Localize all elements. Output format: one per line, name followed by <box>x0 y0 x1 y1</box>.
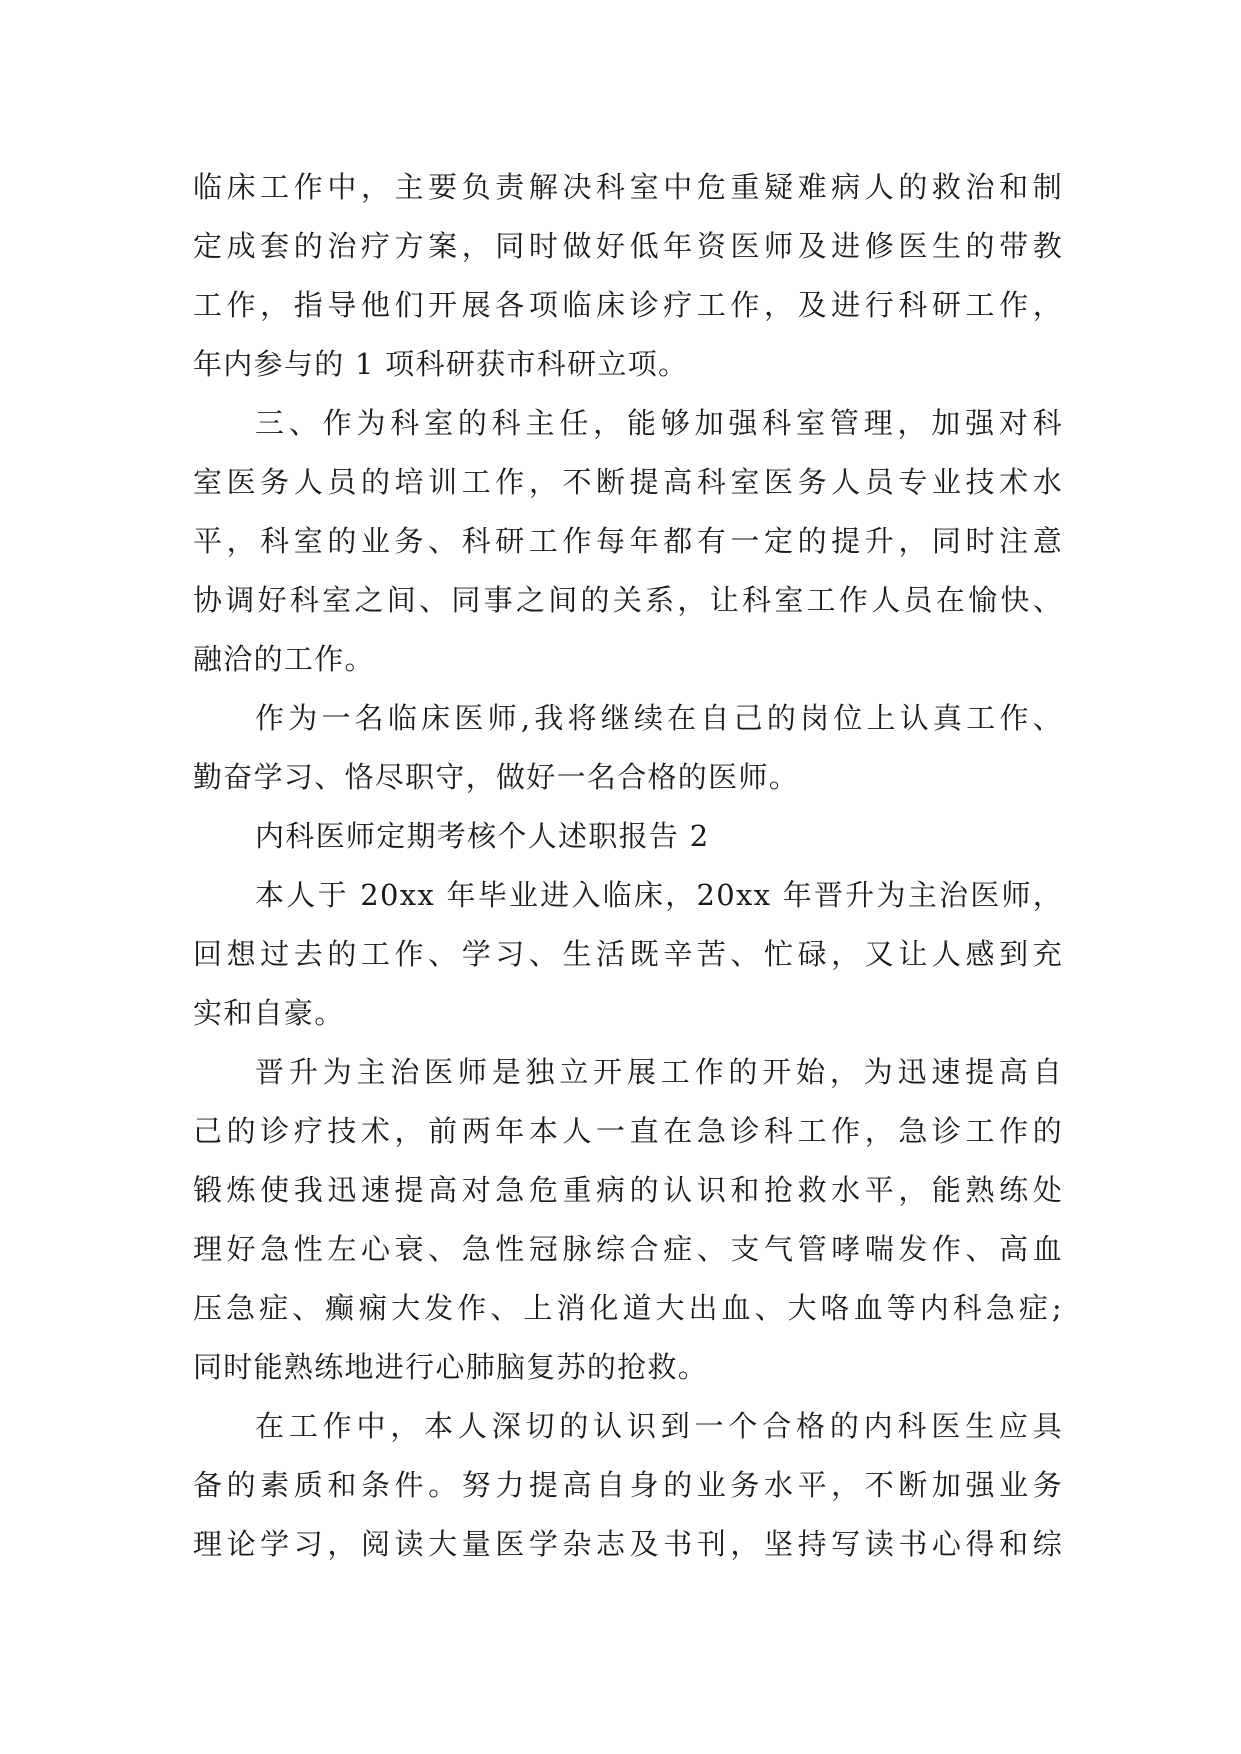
text-line: 本人于 20xx 年毕业进入临床，20xx 年晋升为主治医师， <box>255 878 1063 912</box>
text-line: 实和自豪。 <box>193 996 345 1030</box>
text-line: 备的素质和条件。努力提高自身的业务水平，不断加强业务 <box>193 1468 1063 1502</box>
text-line: 工作，指导他们开展各项临床诊疗工作，及进行科研工作， <box>193 288 1063 322</box>
text-line: 年内参与的 1 项科研获市科研立项。 <box>193 347 689 381</box>
text-line: 作为一名临床医师,我将继续在自己的岗位上认真工作、 <box>255 701 1063 735</box>
document-body <box>193 158 1063 1574</box>
text-line: 勤奋学习、恪尽职守，做好一名合格的医师。 <box>193 760 800 794</box>
text-line: 压急症、癫痫大发作、上消化道大出血、大咯血等内科急症; <box>193 1291 1063 1325</box>
text-line: 理论学习，阅读大量医学杂志及书刊，坚持写读书心得和综 <box>193 1527 1063 1561</box>
text-line: 理好急性左心衰、急性冠脉综合症、支气管哮喘发作、高血 <box>193 1232 1063 1266</box>
text-line: 锻炼使我迅速提高对急危重病的认识和抢救水平，能熟练处 <box>193 1173 1063 1207</box>
text-line: 临床工作中，主要负责解决科室中危重疑难病人的救治和制 <box>193 170 1063 204</box>
text-line: 三、作为科室的科主任，能够加强科室管理，加强对科 <box>255 406 1063 440</box>
text-line: 晋升为主治医师是独立开展工作的开始，为迅速提高自 <box>255 1055 1063 1089</box>
text-line: 内科医师定期考核个人述职报告 2 <box>255 819 710 853</box>
text-line: 平，科室的业务、科研工作每年都有一定的提升，同时注意 <box>193 524 1063 558</box>
text-line: 回想过去的工作、学习、生活既辛苦、忙碌，又让人感到充 <box>193 937 1063 971</box>
text-line: 定成套的治疗方案，同时做好低年资医师及进修医生的带教 <box>193 229 1063 263</box>
text-line: 在工作中，本人深切的认识到一个合格的内科医生应具 <box>255 1409 1063 1443</box>
text-line: 协调好科室之间、同事之间的关系，让科室工作人员在愉快、 <box>193 583 1063 617</box>
text-line: 己的诊疗技术，前两年本人一直在急诊科工作，急诊工作的 <box>193 1114 1063 1148</box>
text-line: 同时能熟练地进行心肺脑复苏的抢救。 <box>193 1350 709 1384</box>
text-line: 融洽的工作。 <box>193 642 375 676</box>
text-line: 室医务人员的培训工作，不断提高科室医务人员专业技术水 <box>193 465 1063 499</box>
